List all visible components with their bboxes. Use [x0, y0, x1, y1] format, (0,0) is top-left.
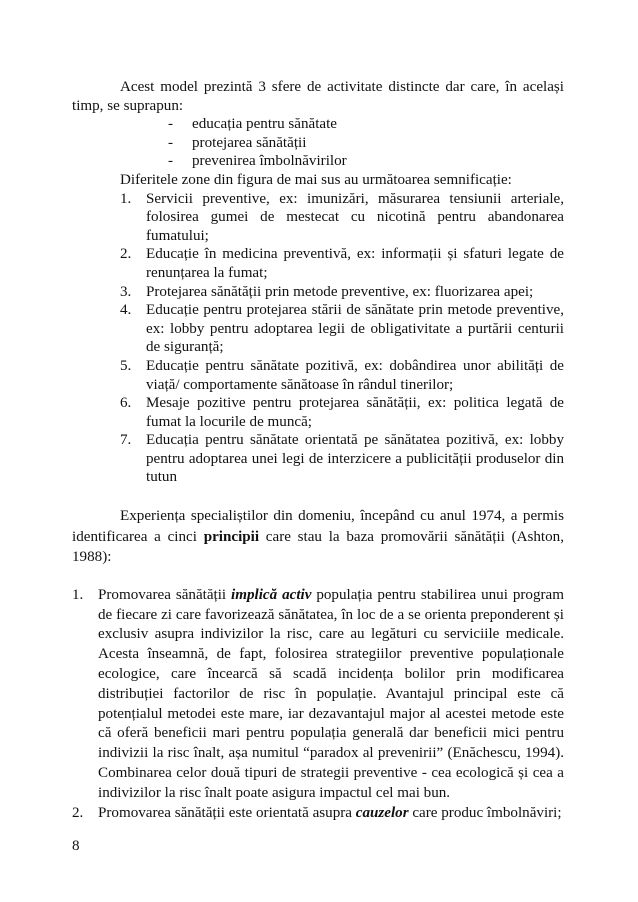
principle-text-after: populația pentru stabilirea unui program de fiecare zi care favorizează sănătatea, în loc de a se orienta preponderent și exclusiv asupra indivizilor la risc, care au legături cu serviciile medicale. Acesta înseamnă, de fapt, folosirea strategiilor preventive populaționale ecologice, care încearcă să scadă incidența bolilor prin modificarea distribuției factorilor de risc în populație. Avantajul principal este că potențialul metodei este mare, iar dezavantajul major al acestei metode este că oferă beneficii mari pentru populația generală dar beneficii mici pentru indivizii la risc înalt, așa numitul “paradox al prevenirii” (Enăchescu, 1994). Combinarea celor două tipuri de strategii preventive - cea ecologică și cea a indivizilor la risc înalt poate asigura impactul cel mai bun. [98, 586, 564, 801]
zone-text: Protejarea sănătății prin metode preventive, ex: fluorizarea apei; [146, 283, 534, 300]
experience-text-after: care stau la baza promovării sănătății (Ashton, 1988): [72, 528, 564, 566]
principle-text-before: Promovarea sănătății [98, 586, 232, 603]
experience-text-before: Experiența specialiștilor din domeniu, începând cu anul 1974, a permis identificarea a cinci [72, 508, 564, 545]
zone-number: 3. [120, 283, 132, 300]
principles-list [72, 586, 564, 824]
spheres-list [72, 115, 564, 171]
zones-intro: Diferitele zone din figura de mai sus au următoarea semnificație: [120, 171, 512, 188]
zone-number: 4. [120, 302, 132, 319]
zones-list [72, 190, 564, 488]
sphere-item: - educația pentru sănătate [168, 115, 564, 134]
zone-text: Educație pentru protejarea stării de sănătate prin metode preventive, ex: lobby pentru adoptarea legii de obligativitate a purtării centurii de siguranță; [146, 302, 564, 356]
zone-text: Educație în medicina preventivă, ex: informații și sfaturi legate de renunțarea la fumat; [146, 246, 564, 281]
sphere-item: - protejarea sănătății [168, 134, 564, 153]
zone-text: Mesaje pozitive pentru protejarea sănătății, ex: politica legată de fumat la locurile de muncă; [146, 395, 564, 430]
zone-item [120, 357, 564, 394]
principle-emphasis: cauzelor [355, 804, 409, 821]
sphere-item: - prevenirea îmbolnăvirilor [168, 152, 564, 171]
zone-number: 5. [120, 357, 132, 374]
zone-text: Servicii preventive, ex: imunizări, măsurarea tensiunii arteriale, folosirea gumei de mestecat cu nicotină pentru abandonarea fumatului; [146, 190, 564, 244]
principle-item [72, 804, 564, 824]
principle-number: 1. [72, 586, 84, 603]
principle-text-before: Promovarea sănătății este orientată asupra [98, 804, 356, 821]
zone-number: 7. [120, 432, 132, 449]
zone-item [120, 394, 564, 431]
zone-item [120, 245, 564, 282]
zone-text: Educație pentru sănătate pozitivă, ex: dobândirea unor abilități de viață/ comportamente sănătoase în rândul tinerilor; [146, 357, 564, 393]
zone-item [120, 431, 564, 487]
page-content [72, 78, 564, 823]
intro-paragraph: Acest model prezintă 3 sfere de activitate distincte dar care, în același timp, se suprapun: [72, 79, 564, 114]
zone-number: 6. [120, 395, 132, 412]
principle-number: 2. [72, 804, 84, 821]
zone-item [120, 190, 564, 246]
principles-bold: principii [203, 528, 260, 545]
zone-item [120, 301, 564, 357]
principle-emphasis: implică activ [231, 586, 312, 603]
page-number: 8 [72, 838, 80, 854]
principle-text-after: care produc îmbolnăviri; [408, 804, 562, 821]
principle-item [72, 586, 564, 804]
zone-number: 2. [120, 246, 132, 263]
zone-item [120, 283, 564, 302]
zone-number: 1. [120, 190, 132, 207]
zone-text: Educația pentru sănătate orientată pe sănătatea pozitivă, ex: lobby pentru adoptarea unei legi de interzicere a publicității produselor din tutun [146, 432, 564, 486]
experience-paragraph [72, 506, 564, 568]
